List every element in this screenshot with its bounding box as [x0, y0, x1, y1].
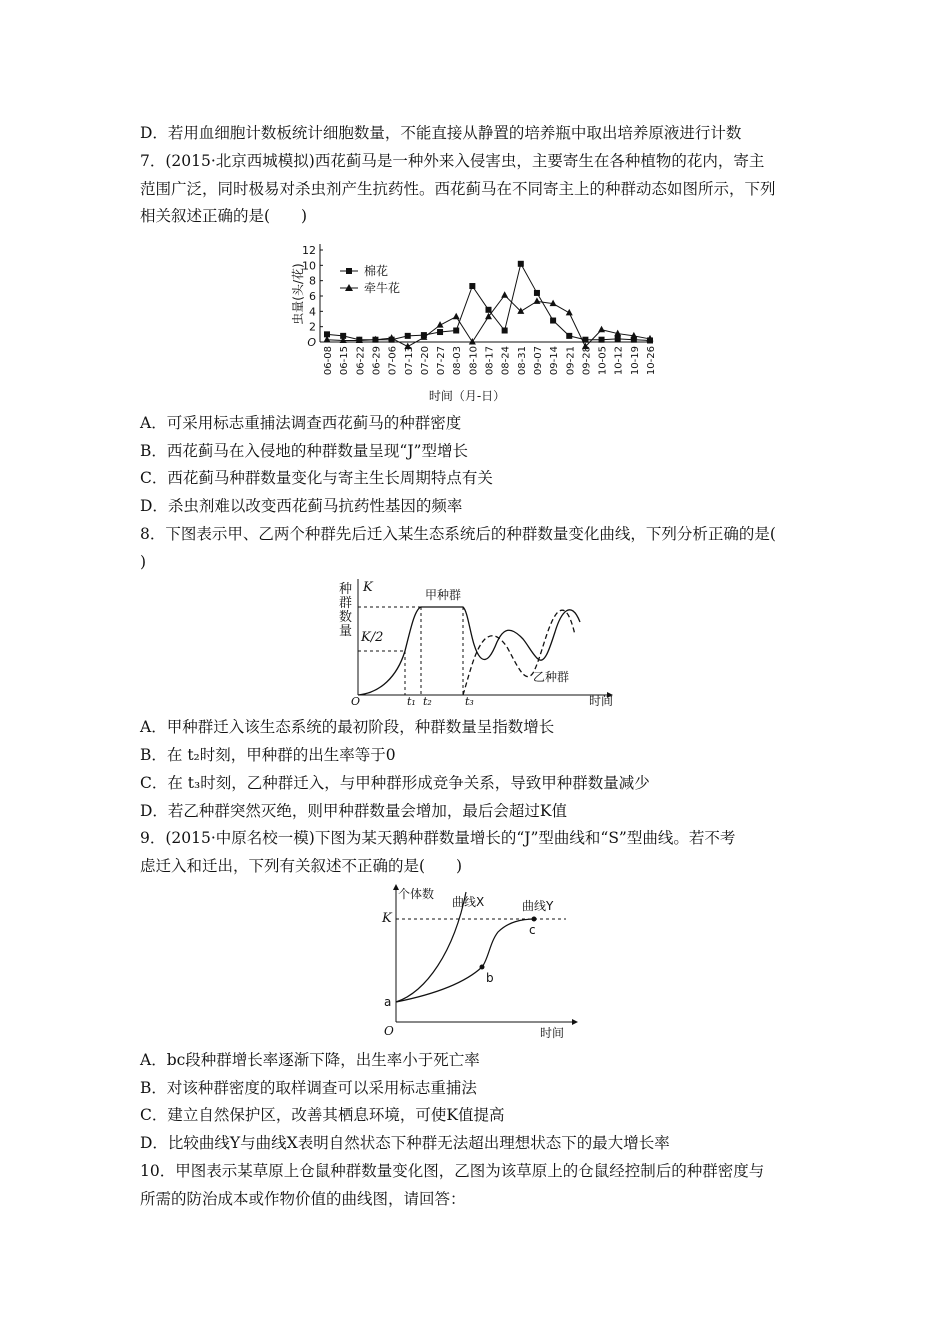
point-b-dot — [480, 965, 485, 970]
q10-stem-2: 所需的防治成本或作物价值的曲线图，请回答： — [140, 1190, 466, 1208]
chart1-x-tick-label: 06-15 — [339, 346, 351, 376]
chart1-x-tick-label: 06-29 — [371, 346, 383, 376]
chart3-k-label: K — [382, 911, 392, 926]
chart1-x-tick-label: 08-31 — [516, 346, 528, 376]
chart1-x-ticks — [323, 346, 657, 375]
chart3-x-axis-label: 时间 — [540, 1026, 565, 1040]
q8-option-b: B．在 t₂时刻，甲种群的出生率等于0 — [140, 746, 396, 764]
chart1-y-tick-label: 10 — [302, 259, 316, 273]
chart1-y-tick-label: 6 — [309, 290, 316, 303]
q8-option-a: A．甲种群迁入该生态系统的最初阶段，种群数量呈指数增长 — [140, 718, 555, 736]
chart1-x-tick-label: 08-24 — [500, 346, 512, 376]
chart1-point-square — [453, 328, 459, 334]
q7-stem-1: 7．(2015·北京西城模拟)西花蓟马是一种外来入侵害虫，主要寄生在各种植物的花内，寄主 — [140, 152, 765, 170]
curve-x-label: 曲线X — [452, 895, 485, 909]
species-jia-label: 甲种群 — [425, 588, 462, 602]
point-c-label: c — [529, 923, 536, 937]
chart1-point-square — [615, 336, 621, 342]
chart1-x-tick-label: 06-22 — [355, 346, 367, 376]
chart2-x-axis-label: 时间 — [589, 694, 614, 708]
q8-option-d: D．若乙种群突然灭绝，则甲种群数量会增加，最后会超过K值 — [140, 802, 568, 820]
chart1-x-tick-label: 07-20 — [419, 346, 431, 376]
chart1-point-square — [518, 261, 524, 267]
chart1-x-tick-label: 07-13 — [403, 346, 415, 376]
point-b-label: b — [486, 971, 494, 985]
chart1-point-triangle — [598, 326, 605, 333]
q9-option-c: C．建立自然保护区，改善其栖息环境，可使K值提高 — [140, 1106, 505, 1124]
chart1-y-axis-label: 虫量(头/花) — [291, 263, 305, 325]
chart1-x-tick-label: 07-06 — [387, 346, 399, 376]
q9-option-b: B．对该种群密度的取样调查可以采用标志重捕法 — [140, 1079, 477, 1097]
chart1-x-tick-label: 08-10 — [468, 346, 480, 376]
chart1-x-tick-label: 08-17 — [484, 346, 496, 376]
q9-option-d: D．比较曲线Y与曲线X表明自然状态下种群无法超出理想状态下的最大增长率 — [140, 1134, 670, 1152]
chart1-point-square — [405, 333, 411, 339]
chart2-origin: O — [351, 695, 361, 708]
q7-stem-2: 范围广泛，同时极易对杀虫剂产生抗药性。西花蓟马在不同寄主上的种群动态如图所示，下列 — [140, 180, 776, 198]
chart1-point-square — [486, 307, 492, 313]
chart1-point-triangle — [533, 297, 540, 304]
chart1-y-tick-label: 4 — [309, 305, 316, 319]
two-species-chart — [335, 577, 625, 711]
chart1-x-axis-label: 时间（月-日） — [428, 389, 506, 403]
q10-stem-1: 10．甲图表示某草原上仓鼠种群数量变化图，乙图为该草原上的仓鼠经控制后的种群密度与 — [140, 1162, 765, 1180]
chart2-t2-label: t₂ — [423, 695, 432, 708]
legend-cotton: 棉花 — [364, 264, 389, 278]
q7-stem-3: 相关叙述正确的是( ) — [140, 207, 308, 225]
q6-option-d: D．若用血细胞计数板统计细胞数量，不能直接从静置的培养瓶中取出培养原液进行计数 — [140, 124, 742, 142]
chart2-y-label-2: 群 — [339, 596, 353, 611]
thrips-population-chart — [280, 236, 670, 406]
chart2-k-half-label: K/2 — [361, 630, 384, 645]
chart1-x-tick-label: 10-12 — [613, 346, 625, 376]
q7-option-a: A．可采用标志重捕法调查西花蓟马的种群密度 — [140, 414, 462, 432]
point-a-label: a — [384, 995, 392, 1009]
point-c-dot — [532, 917, 537, 922]
q9-stem-2: 虑迁入和迁出，下列有关叙述不正确的是( ) — [140, 857, 463, 875]
q8-stem-1: 8．下图表示甲、乙两个种群先后迁入某生态系统后的种群数量变化曲线，下列分析正确的是( — [140, 525, 776, 543]
chart1-x-tick-label: 09-07 — [532, 346, 544, 376]
chart1-point-triangle — [453, 313, 460, 320]
chart1-legend — [340, 263, 400, 295]
j-s-growth-chart — [376, 882, 586, 1040]
q7-option-b: B．西花蓟马在入侵地的种群数量呈现“J”型增长 — [140, 442, 468, 460]
chart1-x-tick-label: 08-03 — [452, 346, 464, 376]
chart1-point-triangle — [501, 291, 508, 298]
chart2-t3-label: t₃ — [465, 695, 474, 708]
chart2-y-label-3: 数 — [339, 610, 353, 625]
chart1-x-tick-label: 09-28 — [581, 346, 593, 376]
chart1-x-tick-label: 10-05 — [597, 346, 609, 376]
q7-option-c: C．西花蓟马种群数量变化与寄主生长周期特点有关 — [140, 469, 493, 487]
chart1-x-tick-label: 10-19 — [629, 346, 641, 376]
legend-morning-glory: 牵牛花 — [364, 281, 401, 295]
chart1-y-tick-label: 2 — [309, 320, 316, 334]
q8-stem-2: ) — [140, 553, 147, 571]
chart1-point-square — [566, 333, 572, 339]
chart1-point-square — [550, 318, 556, 324]
chart2-y-label-1: 种 — [339, 582, 353, 597]
curve-y-label: 曲线Y — [522, 899, 554, 913]
chart1-x-tick-label: 06-08 — [323, 346, 334, 376]
chart3-origin: O — [384, 1024, 394, 1038]
chart1-x-tick-label: 07-27 — [436, 346, 448, 376]
chart1-point-square — [437, 329, 443, 335]
chart1-y-tick-label: 12 — [302, 244, 316, 257]
q7-option-d: D．杀虫剂难以改变西花蓟马抗药性基因的频率 — [140, 497, 463, 515]
q8-option-c: C．在 t₃时刻，乙种群迁入，与甲种群形成竞争关系，导致甲种群数量减少 — [140, 774, 650, 792]
chart2-y-label-4: 量 — [339, 624, 353, 639]
chart1-x-tick-label: 10-26 — [646, 346, 657, 376]
legend-square-marker — [346, 268, 352, 274]
chart1-x-tick-label: 09-14 — [549, 346, 561, 376]
chart1-x-tick-label: 09-21 — [565, 346, 577, 376]
chart1-point-square — [534, 290, 540, 296]
chart1-point-square — [599, 337, 605, 343]
chart1-point-square — [469, 283, 475, 289]
q9-option-a: A．bc段种群增长率逐渐下降，出生率小于死亡率 — [140, 1051, 480, 1069]
chart1-point-square — [502, 328, 508, 334]
q9-stem-1: 9．(2015·中原名校一模)下图为某天鹅种群数量增长的“J”型曲线和“S”型曲线。若不考 — [140, 829, 736, 847]
chart3-y-axis-label: 个体数 — [398, 887, 435, 901]
chart1-point-triangle — [566, 309, 573, 316]
chart1-y-tick-label: O — [307, 336, 316, 349]
chart2-k-label: K — [363, 580, 373, 595]
chart2-t1-label: t₁ — [407, 695, 416, 708]
species-yi-label: 乙种群 — [533, 670, 570, 684]
chart1-y-tick-label: 8 — [309, 274, 316, 288]
